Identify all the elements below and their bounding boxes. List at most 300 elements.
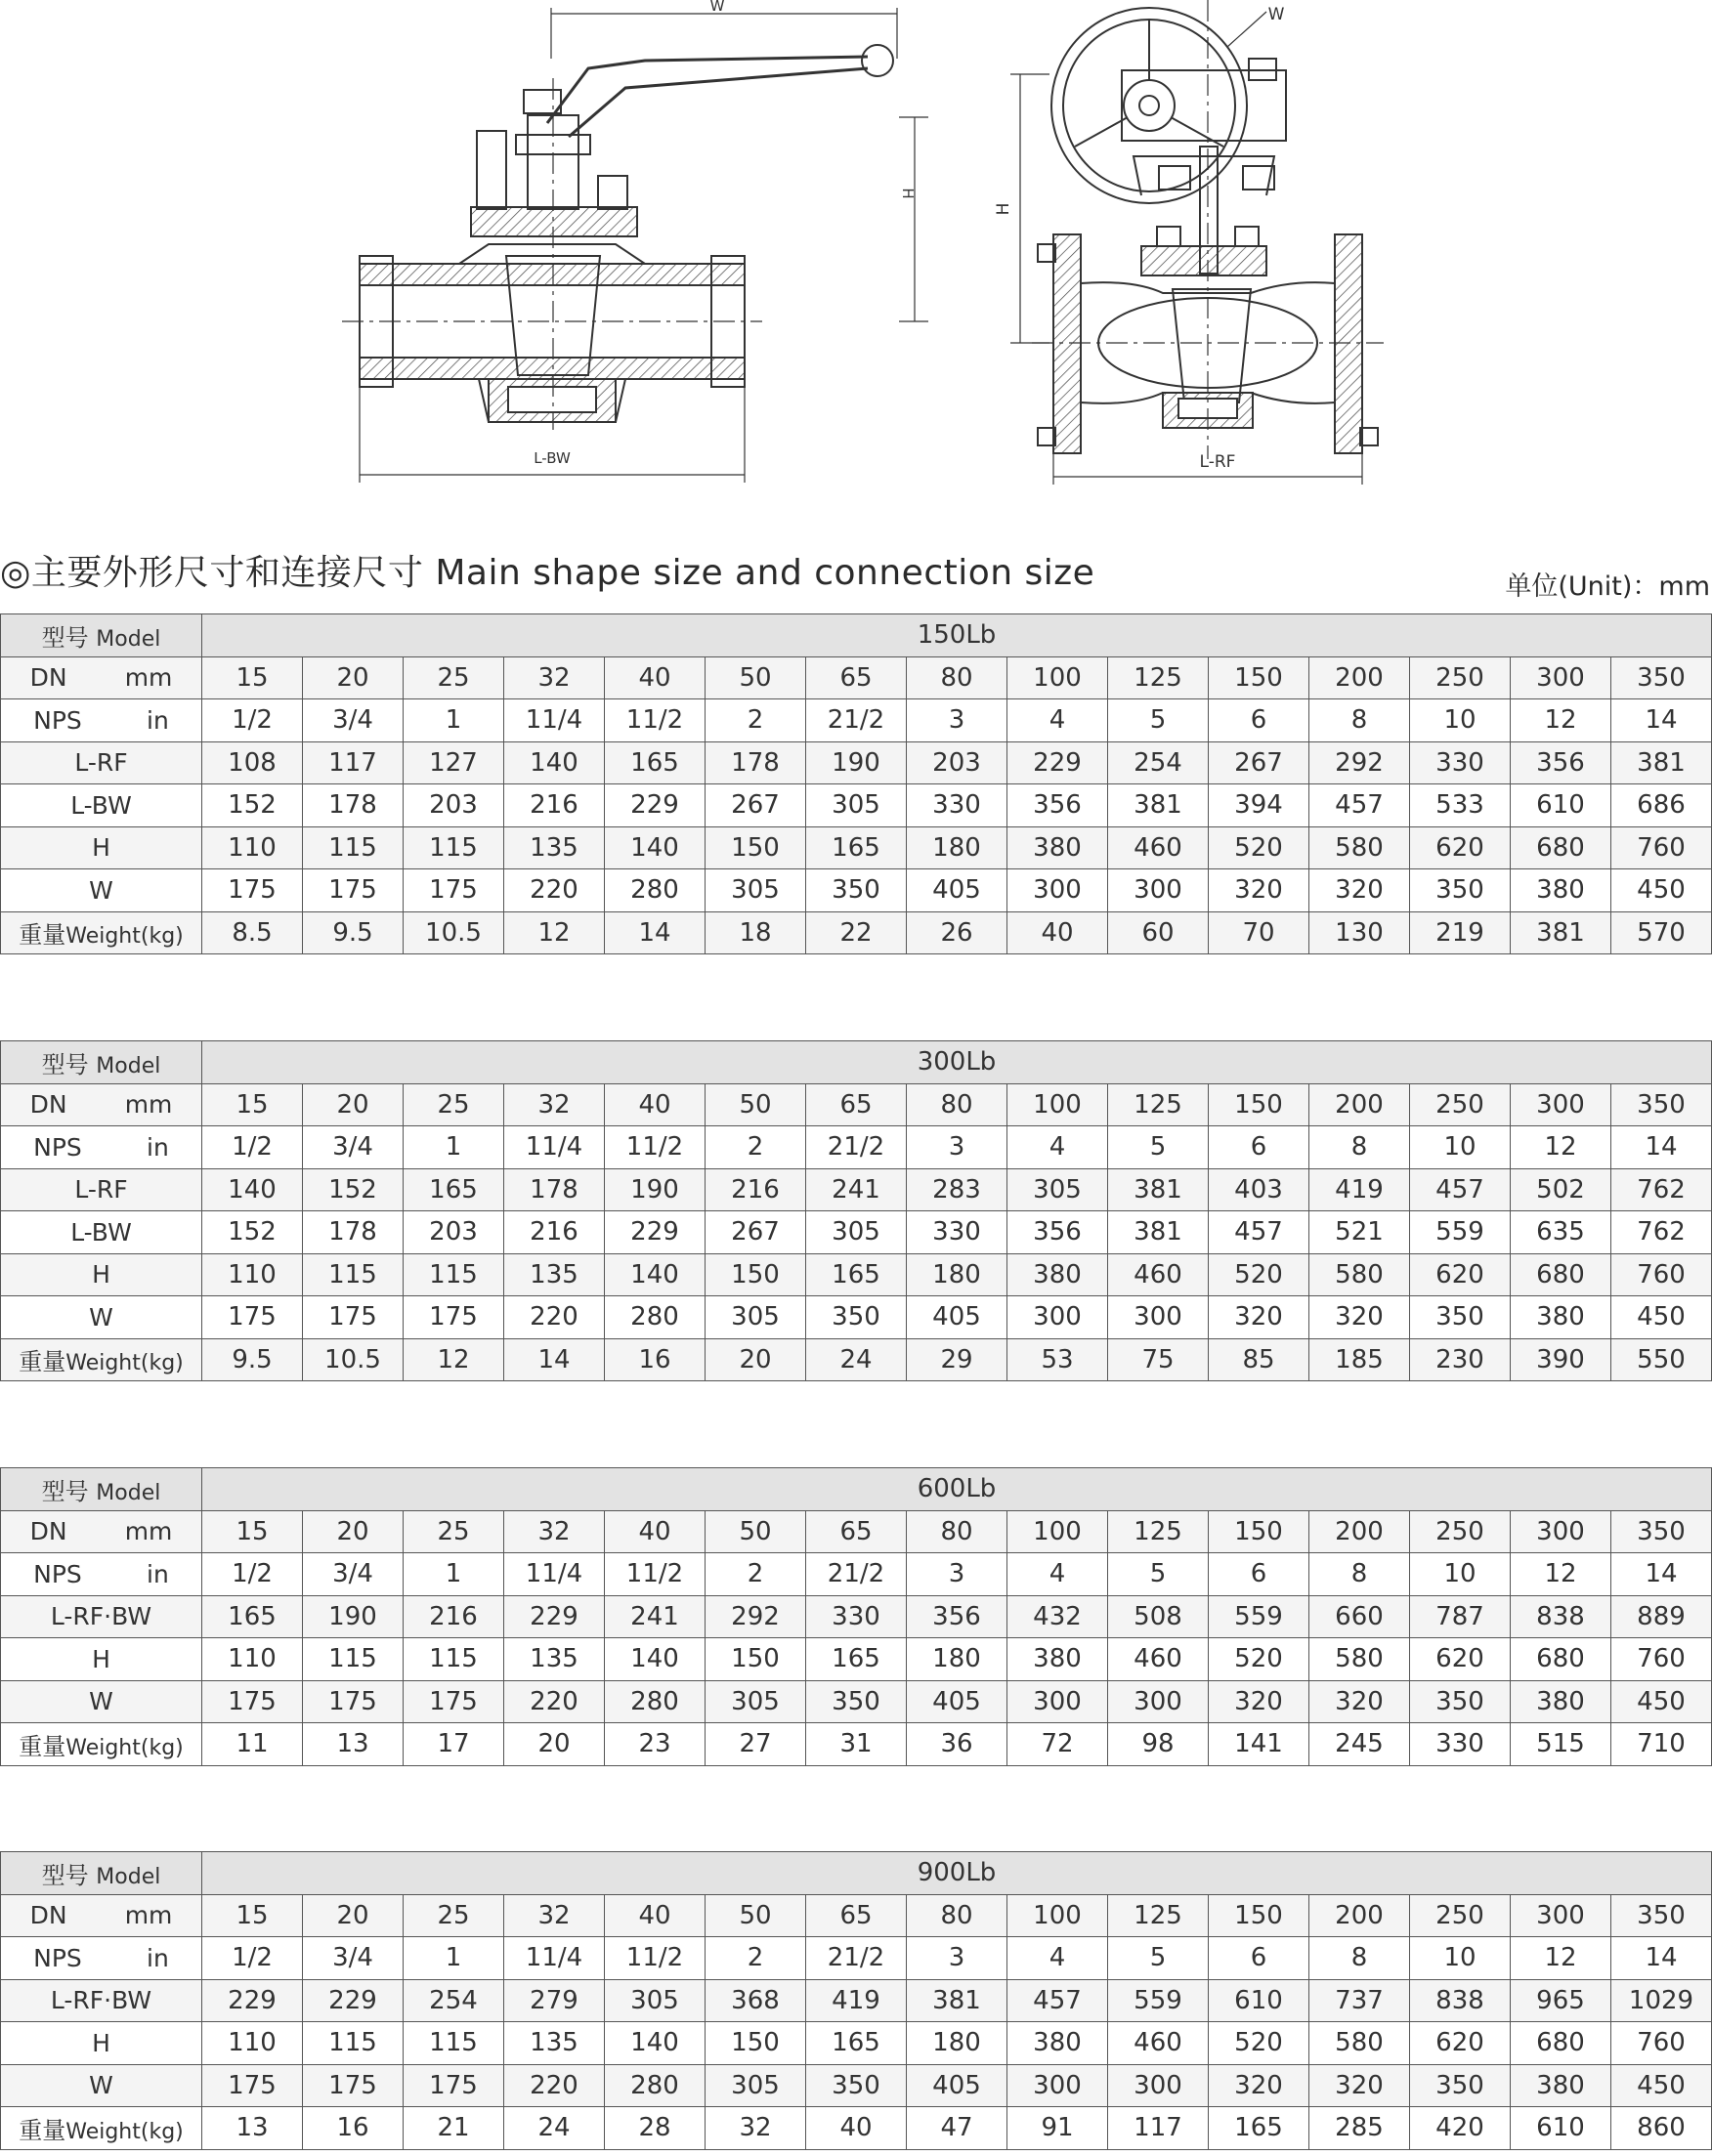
table-cell: 135 xyxy=(504,826,605,869)
table-cell: 11/2 xyxy=(605,1937,706,1980)
table-header-row xyxy=(1,614,1712,657)
table-cell: 115 xyxy=(303,1638,404,1681)
table-cell: 20 xyxy=(303,1894,404,1937)
table-cell: 40 xyxy=(605,656,706,699)
table-cell: 150 xyxy=(706,1638,806,1681)
table-cell: 127 xyxy=(404,741,504,784)
table-cell: 520 xyxy=(1209,2022,1309,2065)
nps-label xyxy=(1,699,202,742)
table-cell: 508 xyxy=(1108,1595,1209,1638)
table-cell: 21/2 xyxy=(806,699,907,742)
h-label: H xyxy=(1,1638,202,1681)
table-cell: 20 xyxy=(303,656,404,699)
table-cell: 787 xyxy=(1410,1595,1511,1638)
table-cell: 521 xyxy=(1309,1211,1410,1254)
table-cell: 150 xyxy=(706,826,806,869)
table-cell: 620 xyxy=(1410,1638,1511,1681)
table-cell: 85 xyxy=(1209,1338,1309,1381)
table-row-nps xyxy=(1,1937,1712,1980)
dn-label-unit: mm xyxy=(124,1517,173,1546)
table-cell: 380 xyxy=(1007,2022,1108,2065)
table-cell: 250 xyxy=(1410,656,1511,699)
dn-label-name: DN xyxy=(29,663,67,693)
table-cell: 115 xyxy=(404,1638,504,1681)
table-cell: 216 xyxy=(504,1211,605,1254)
table-cell: 320 xyxy=(1209,1680,1309,1723)
table-cell: 760 xyxy=(1611,826,1712,869)
table-cell: 165 xyxy=(806,1638,907,1681)
table-cell: 53 xyxy=(1007,1338,1108,1381)
lbw-label: L-BW xyxy=(1,784,202,827)
table-cell: 80 xyxy=(907,1083,1007,1126)
table-cell: 285 xyxy=(1309,2107,1410,2150)
table-cell: 5 xyxy=(1108,1937,1209,1980)
table-cell: 14 xyxy=(1611,699,1712,742)
table-cell: 2 xyxy=(706,1937,806,1980)
table-cell: 760 xyxy=(1611,1253,1712,1296)
table-cell: 2 xyxy=(706,699,806,742)
table-cell: 737 xyxy=(1309,1979,1410,2022)
table-cell: 140 xyxy=(504,741,605,784)
lrfbw-label: L-RF·BW xyxy=(1,1979,202,2022)
table-cell: 91 xyxy=(1007,2107,1108,2150)
weight-label-zh: 重量 xyxy=(19,1732,66,1760)
table-cell: 860 xyxy=(1611,2107,1712,2150)
table-cell: 175 xyxy=(303,2064,404,2107)
table-cell: 350 xyxy=(1611,656,1712,699)
table-cell: 14 xyxy=(1611,1126,1712,1169)
table-cell: 350 xyxy=(1410,1680,1511,1723)
table-row-weight xyxy=(1,1723,1712,1766)
table-cell: 300 xyxy=(1511,1510,1611,1553)
table-cell: 350 xyxy=(1410,1296,1511,1339)
table-cell: 1 xyxy=(404,1553,504,1596)
left-h-label: H xyxy=(899,188,917,199)
table-cell: 1/2 xyxy=(202,699,303,742)
table-cell: 14 xyxy=(504,1338,605,1381)
table-cell: 460 xyxy=(1108,1638,1209,1681)
table-cell: 300 xyxy=(1007,2064,1108,2107)
table-cell: 216 xyxy=(404,1595,504,1638)
table-cell: 13 xyxy=(202,2107,303,2150)
table-row-nps xyxy=(1,1553,1712,1596)
table-cell: 98 xyxy=(1108,1723,1209,1766)
table-row-lrfbw xyxy=(1,1595,1712,1638)
table-cell: 10 xyxy=(1410,1553,1511,1596)
table-row-lrf xyxy=(1,1168,1712,1211)
table-cell: 180 xyxy=(907,1638,1007,1681)
table-row-h xyxy=(1,1638,1712,1681)
table-cell: 330 xyxy=(907,1211,1007,1254)
nps-label-name: NPS xyxy=(33,1559,82,1588)
table-cell: 305 xyxy=(706,1680,806,1723)
table-cell: 15 xyxy=(202,656,303,699)
table-row-weight xyxy=(1,1338,1712,1381)
weight-label-zh: 重量 xyxy=(19,1348,66,1376)
h-label: H xyxy=(1,1253,202,1296)
table-cell: 280 xyxy=(605,869,706,912)
table-cell: 305 xyxy=(806,1211,907,1254)
table-cell: 14 xyxy=(1611,1937,1712,1980)
table-cell: 10.5 xyxy=(404,911,504,954)
pressure-class-title: 900Lb xyxy=(202,1852,1712,1895)
table-cell: 350 xyxy=(806,1680,907,1723)
table-cell: 3 xyxy=(907,699,1007,742)
table-cell: 320 xyxy=(1309,869,1410,912)
table-cell: 40 xyxy=(605,1083,706,1126)
table-cell: 620 xyxy=(1410,2022,1511,2065)
left-w-label: W xyxy=(709,0,725,15)
model-label-en: Model xyxy=(96,626,161,652)
table-cell: 10 xyxy=(1410,1937,1511,1980)
table-cell: 200 xyxy=(1309,1894,1410,1937)
table-cell: 381 xyxy=(1511,911,1611,954)
table-cell: 18 xyxy=(706,911,806,954)
lrf-label: L-RF xyxy=(1,741,202,784)
table-cell: 300 xyxy=(1108,869,1209,912)
table-cell: 305 xyxy=(806,784,907,827)
right-length-label: L-RF xyxy=(1199,452,1236,472)
table-cell: 356 xyxy=(1511,741,1611,784)
table-cell: 1/2 xyxy=(202,1126,303,1169)
table-cell: 570 xyxy=(1611,911,1712,954)
valve-drawings xyxy=(0,0,1712,498)
table-cell: 250 xyxy=(1410,1083,1511,1126)
table-cell: 203 xyxy=(404,784,504,827)
table-cell: 300 xyxy=(1511,1083,1611,1126)
table-cell: 20 xyxy=(303,1083,404,1126)
table-cell: 20 xyxy=(706,1338,806,1381)
table-cell: 2 xyxy=(706,1126,806,1169)
table-cell: 26 xyxy=(907,911,1007,954)
right-h-label: H xyxy=(994,202,1013,216)
dn-label-unit: mm xyxy=(124,663,173,693)
model-label xyxy=(1,1041,202,1084)
table-cell: 175 xyxy=(202,1680,303,1723)
table-cell: 300 xyxy=(1007,869,1108,912)
table-cell: 165 xyxy=(404,1168,504,1211)
table-cell: 80 xyxy=(907,1894,1007,1937)
table-header-row xyxy=(1,1852,1712,1895)
table-cell: 140 xyxy=(202,1168,303,1211)
table-cell: 200 xyxy=(1309,1083,1410,1126)
table-cell: 11/4 xyxy=(504,1937,605,1980)
table-cell: 190 xyxy=(303,1595,404,1638)
table-cell: 11/4 xyxy=(504,1126,605,1169)
table-cell: 305 xyxy=(706,2064,806,2107)
table-cell: 580 xyxy=(1309,1253,1410,1296)
table-cell: 457 xyxy=(1410,1168,1511,1211)
pressure-class-title: 600Lb xyxy=(202,1468,1712,1511)
table-cell: 110 xyxy=(202,1638,303,1681)
table-cell: 3/4 xyxy=(303,1937,404,1980)
table-row-dn xyxy=(1,1510,1712,1553)
table-cell: 610 xyxy=(1511,784,1611,827)
table-cell: 175 xyxy=(404,2064,504,2107)
weight-label xyxy=(1,1338,202,1381)
table-cell: 220 xyxy=(504,1680,605,1723)
table-row-dn xyxy=(1,1894,1712,1937)
table-cell: 680 xyxy=(1511,2022,1611,2065)
table-cell: 110 xyxy=(202,826,303,869)
table-cell: 381 xyxy=(1108,1211,1209,1254)
table-cell: 460 xyxy=(1108,1253,1209,1296)
table-row-weight xyxy=(1,2107,1712,2150)
table-cell: 4 xyxy=(1007,699,1108,742)
table-row-nps xyxy=(1,699,1712,742)
table-cell: 11/2 xyxy=(605,1553,706,1596)
table-cell: 23 xyxy=(605,1723,706,1766)
table-cell: 300 xyxy=(1108,2064,1209,2107)
table-cell: 15 xyxy=(202,1894,303,1937)
table-row-lbw xyxy=(1,784,1712,827)
table-cell: 380 xyxy=(1511,1680,1611,1723)
table-cell: 279 xyxy=(504,1979,605,2022)
table-cell: 762 xyxy=(1611,1168,1712,1211)
table-cell: 965 xyxy=(1511,1979,1611,2022)
table-cell: 10 xyxy=(1410,1126,1511,1169)
flanged-valve-drawing xyxy=(1010,0,1384,485)
table-cell: 220 xyxy=(504,2064,605,2107)
table-cell: 457 xyxy=(1007,1979,1108,2022)
table-cell: 115 xyxy=(303,826,404,869)
table-cell: 1029 xyxy=(1611,1979,1712,2022)
model-label xyxy=(1,1468,202,1511)
table-cell: 36 xyxy=(907,1723,1007,1766)
table-cell: 21 xyxy=(404,2107,504,2150)
table-cell: 320 xyxy=(1209,2064,1309,2107)
table-cell: 686 xyxy=(1611,784,1712,827)
nps-label xyxy=(1,1553,202,1596)
butt-weld-valve-drawing xyxy=(342,8,928,483)
nps-label xyxy=(1,1126,202,1169)
left-length-label: L-BW xyxy=(534,449,571,467)
table-cell: 5 xyxy=(1108,1126,1209,1169)
table-cell: 140 xyxy=(605,826,706,869)
table-cell: 178 xyxy=(706,741,806,784)
table-cell: 180 xyxy=(907,1253,1007,1296)
table-cell: 25 xyxy=(404,1083,504,1126)
table-cell: 3/4 xyxy=(303,699,404,742)
table-cell: 24 xyxy=(504,2107,605,2150)
table-cell: 3 xyxy=(907,1937,1007,1980)
table-cell: 6 xyxy=(1209,1553,1309,1596)
table-cell: 9.5 xyxy=(202,1338,303,1381)
table-cell: 381 xyxy=(1108,1168,1209,1211)
table-cell: 115 xyxy=(404,1253,504,1296)
table-cell: 115 xyxy=(303,2022,404,2065)
table-cell: 390 xyxy=(1511,1338,1611,1381)
table-cell: 432 xyxy=(1007,1595,1108,1638)
weight-label-en: Weight(kg) xyxy=(65,1351,184,1376)
table-cell: 305 xyxy=(706,1296,806,1339)
table-cell: 140 xyxy=(605,1638,706,1681)
table-cell: 150 xyxy=(706,1253,806,1296)
table-cell: 520 xyxy=(1209,826,1309,869)
table-cell: 140 xyxy=(605,2022,706,2065)
table-cell: 3/4 xyxy=(303,1553,404,1596)
weight-label xyxy=(1,911,202,954)
table-row-h xyxy=(1,826,1712,869)
table-header-row xyxy=(1,1468,1712,1511)
table-cell: 305 xyxy=(1007,1168,1108,1211)
table-cell: 381 xyxy=(907,1979,1007,2022)
table-cell: 100 xyxy=(1007,1510,1108,1553)
table-cell: 110 xyxy=(202,2022,303,2065)
table-cell: 267 xyxy=(706,784,806,827)
weight-label xyxy=(1,1723,202,1766)
table-cell: 350 xyxy=(806,869,907,912)
table-cell: 515 xyxy=(1511,1723,1611,1766)
table-cell: 16 xyxy=(605,1338,706,1381)
table-cell: 178 xyxy=(303,784,404,827)
table-cell: 381 xyxy=(1108,784,1209,827)
table-cell: 1/2 xyxy=(202,1937,303,1980)
table-cell: 165 xyxy=(1209,2107,1309,2150)
table-cell: 190 xyxy=(806,741,907,784)
table-cell: 381 xyxy=(1611,741,1712,784)
table-cell: 12 xyxy=(1511,1937,1611,1980)
table-cell: 230 xyxy=(1410,1338,1511,1381)
table-cell: 32 xyxy=(706,2107,806,2150)
table-cell: 150 xyxy=(1209,1083,1309,1126)
table-cell: 40 xyxy=(806,2107,907,2150)
table-cell: 2 xyxy=(706,1553,806,1596)
table-cell: 165 xyxy=(202,1595,303,1638)
table-cell: 5 xyxy=(1108,1553,1209,1596)
table-cell: 3/4 xyxy=(303,1126,404,1169)
table-cell: 580 xyxy=(1309,1638,1410,1681)
table-cell: 610 xyxy=(1511,2107,1611,2150)
table-cell: 50 xyxy=(706,1894,806,1937)
table-cell: 320 xyxy=(1309,1296,1410,1339)
table-cell: 300 xyxy=(1108,1680,1209,1723)
table-cell: 150 xyxy=(706,2022,806,2065)
table-cell: 4 xyxy=(1007,1937,1108,1980)
table-cell: 267 xyxy=(1209,741,1309,784)
table-cell: 11/4 xyxy=(504,1553,605,1596)
table-cell: 31 xyxy=(806,1723,907,1766)
table-cell: 135 xyxy=(504,1638,605,1681)
table-cell: 12 xyxy=(404,1338,504,1381)
table-cell: 330 xyxy=(1410,1723,1511,1766)
dn-label-unit: mm xyxy=(124,1090,173,1120)
table-cell: 203 xyxy=(404,1211,504,1254)
model-label-en: Model xyxy=(96,1053,161,1078)
section-heading: ◎主要外形尺寸和连接尺寸 Main shape size and connection size xyxy=(0,553,1095,593)
table-cell: 12 xyxy=(1511,1126,1611,1169)
table-cell: 152 xyxy=(303,1168,404,1211)
table-cell: 14 xyxy=(605,911,706,954)
table-cell: 1 xyxy=(404,699,504,742)
model-label-zh: 型号 xyxy=(41,1050,89,1078)
table-cell: 320 xyxy=(1209,869,1309,912)
spec-table-300lb xyxy=(0,1040,1712,1381)
nps-label-unit: in xyxy=(147,705,169,735)
table-cell: 8 xyxy=(1309,1126,1410,1169)
table-row-h xyxy=(1,1253,1712,1296)
table-cell: 10 xyxy=(1410,699,1511,742)
table-cell: 450 xyxy=(1611,1296,1712,1339)
table-cell: 117 xyxy=(1108,2107,1209,2150)
table-cell: 216 xyxy=(706,1168,806,1211)
table-cell: 115 xyxy=(303,1253,404,1296)
w-label: W xyxy=(1,2064,202,2107)
table-cell: 141 xyxy=(1209,1723,1309,1766)
dn-label-name: DN xyxy=(29,1517,67,1546)
table-cell: 356 xyxy=(907,1595,1007,1638)
table-cell: 460 xyxy=(1108,826,1209,869)
table-cell: 175 xyxy=(303,1680,404,1723)
spec-table-150lb xyxy=(0,613,1712,954)
table-cell: 420 xyxy=(1410,2107,1511,2150)
table-cell: 125 xyxy=(1108,1894,1209,1937)
table-cell: 680 xyxy=(1511,1638,1611,1681)
table-cell: 108 xyxy=(202,741,303,784)
table-cell: 889 xyxy=(1611,1595,1712,1638)
table-cell: 292 xyxy=(1309,741,1410,784)
table-cell: 5 xyxy=(1108,699,1209,742)
table-cell: 135 xyxy=(504,2022,605,2065)
table-cell: 305 xyxy=(706,869,806,912)
model-label-zh: 型号 xyxy=(41,1477,89,1505)
table-cell: 8 xyxy=(1309,1553,1410,1596)
dn-label xyxy=(1,656,202,699)
table-cell: 175 xyxy=(202,869,303,912)
table-cell: 220 xyxy=(504,869,605,912)
table-cell: 229 xyxy=(605,1211,706,1254)
table-cell: 241 xyxy=(605,1595,706,1638)
table-cell: 762 xyxy=(1611,1211,1712,1254)
table-cell: 12 xyxy=(1511,1553,1611,1596)
table-cell: 610 xyxy=(1209,1979,1309,2022)
weight-label-zh: 重量 xyxy=(19,921,66,950)
table-cell: 20 xyxy=(303,1510,404,1553)
table-cell: 65 xyxy=(806,1083,907,1126)
table-cell: 760 xyxy=(1611,2022,1712,2065)
table-cell: 680 xyxy=(1511,826,1611,869)
table-cell: 559 xyxy=(1209,1595,1309,1638)
lbw-label: L-BW xyxy=(1,1211,202,1254)
table-cell: 620 xyxy=(1410,826,1511,869)
table-cell: 150 xyxy=(1209,1894,1309,1937)
table-cell: 380 xyxy=(1007,1253,1108,1296)
nps-label-unit: in xyxy=(147,1559,169,1588)
table-cell: 450 xyxy=(1611,2064,1712,2107)
table-cell: 450 xyxy=(1611,869,1712,912)
table-cell: 175 xyxy=(202,1296,303,1339)
w-label: W xyxy=(1,1680,202,1723)
table-cell: 125 xyxy=(1108,656,1209,699)
table-cell: 11 xyxy=(202,1723,303,1766)
table-cell: 229 xyxy=(303,1979,404,2022)
table-cell: 40 xyxy=(1007,911,1108,954)
table-cell: 8.5 xyxy=(202,911,303,954)
table-cell: 4 xyxy=(1007,1126,1108,1169)
table-cell: 6 xyxy=(1209,699,1309,742)
table-cell: 70 xyxy=(1209,911,1309,954)
table-row-w xyxy=(1,2064,1712,2107)
table-cell: 280 xyxy=(605,1680,706,1723)
table-cell: 580 xyxy=(1309,826,1410,869)
table-cell: 320 xyxy=(1309,1680,1410,1723)
unit-note: 单位(Unit)：mm xyxy=(1505,571,1710,602)
table-cell: 175 xyxy=(303,869,404,912)
table-cell: 300 xyxy=(1511,656,1611,699)
table-cell: 356 xyxy=(1007,1211,1108,1254)
table-cell: 419 xyxy=(806,1979,907,2022)
table-cell: 10.5 xyxy=(303,1338,404,1381)
